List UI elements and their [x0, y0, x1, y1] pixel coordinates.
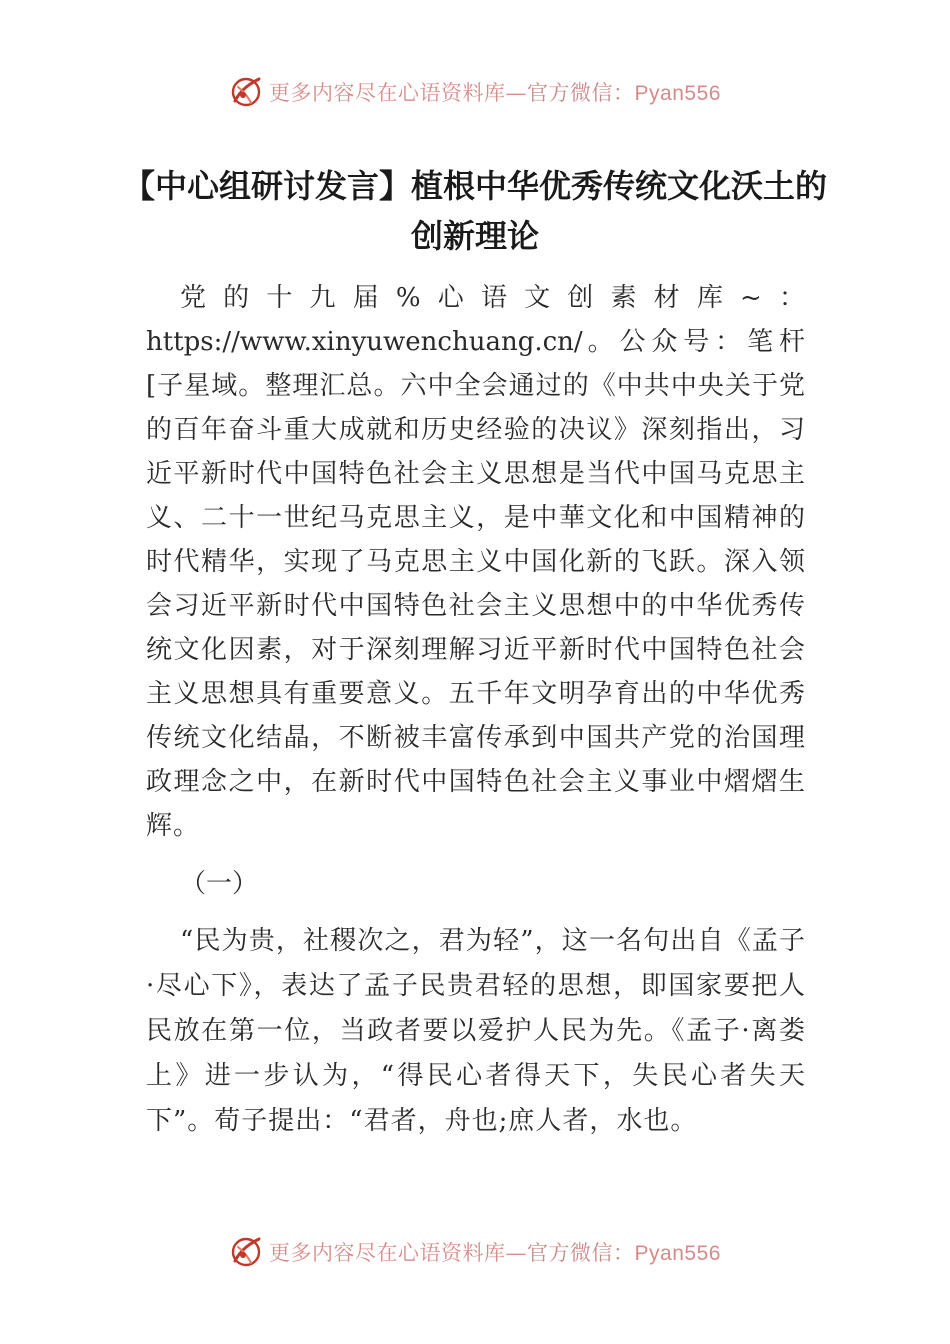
website-link[interactable]: https://www.xinyuwenchuang.cn/	[146, 327, 583, 357]
watermark-prefix: 更多内容尽在心语资料库—	[269, 81, 528, 105]
watermark-wechat-label: 官方微信：	[527, 1241, 635, 1265]
brand-logo-icon	[229, 75, 263, 109]
body-paragraph-2: “民为贵，社稷次之，君为轻”，这一名句出自《孟子·尽心下》，表达了孟子民贵君轻的思想，即国家要把人民放在第一位，当政者要以爱护人民为先。《孟子·离娄上》进一步认为，“得民心者得天下，失民心者失天下”。荀子提出：“君者，舟也;庶人者，水也。	[146, 926, 806, 1136]
paragraph-body: 。公众号：笔杆[子星域。整理汇总。六中全会通过的《中共中央关于党的百年奋斗重大成就和历史经验的决议》深刻指出，习近平新时代中国特色社会主义思想是当代中国马克思主义、二十一世纪马克思主义，是中華文化和中国精神的时代精华，实现了马克思主义中国化新的飞跃。深入领会习近平新时代中国特色社会主义思想中的中华优秀传统文化因素，对于深刻理解习近平新时代中国特色社会主义思想具有重要意义。五千年文明孕育出的中华优秀传统文化结晶，不断被丰富传承到中国共产党的治国理政理念之中，在新时代中国特色社会主义事业中熠熠生辉。	[146, 327, 806, 841]
paragraph-intro: 党的十九届%心语文创素材库~：	[180, 283, 806, 313]
footer-watermark-banner	[0, 1232, 950, 1272]
section-heading: （一）	[180, 869, 259, 899]
watermark-account: Pyan556	[634, 1242, 721, 1265]
watermark-prefix: 更多内容尽在心语资料库—	[269, 1241, 528, 1265]
brand-logo-icon	[229, 1235, 263, 1269]
watermark-text	[269, 1237, 721, 1267]
watermark-wechat-label: 官方微信：	[527, 81, 635, 105]
watermark-account: Pyan556	[634, 82, 721, 105]
document-title: 【中心组研讨发言】植根中华优秀传统文化沃土的创新理论	[122, 167, 827, 256]
body-paragraph-1	[146, 276, 806, 848]
header-watermark-banner	[0, 72, 950, 112]
watermark-text	[269, 77, 721, 107]
